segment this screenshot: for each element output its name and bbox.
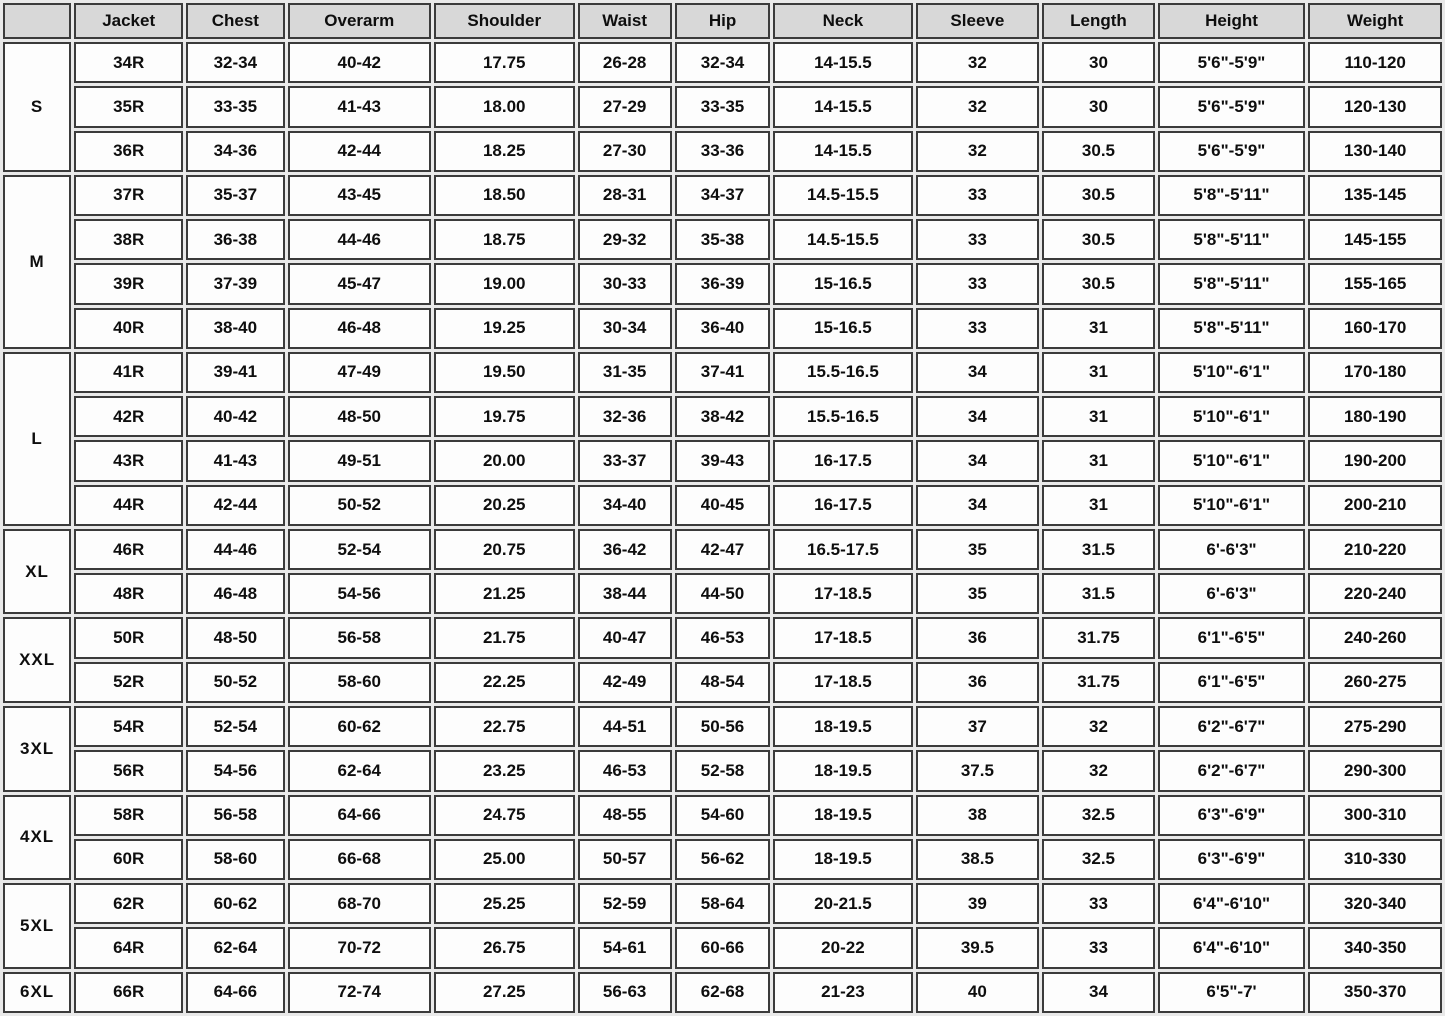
table-cell: 32: [1042, 750, 1154, 791]
table-cell: 5'10"-6'1": [1158, 396, 1306, 437]
table-cell: 25.00: [434, 839, 575, 880]
table-cell: 5'8"-5'11": [1158, 308, 1306, 349]
table-cell: 39R: [74, 263, 183, 304]
table-cell: 21.25: [434, 573, 575, 614]
table-cell: 320-340: [1308, 883, 1442, 924]
table-row: [3, 175, 1442, 216]
table-cell: 5'6"-5'9": [1158, 42, 1306, 83]
table-row: [3, 617, 1442, 658]
table-cell: 6'-6'3": [1158, 529, 1306, 570]
table-cell: 340-350: [1308, 927, 1442, 968]
table-cell: 28-31: [578, 175, 672, 216]
table-cell: 46R: [74, 529, 183, 570]
table-cell: 21-23: [773, 972, 912, 1013]
table-cell: 52-59: [578, 883, 672, 924]
table-cell: 32: [916, 131, 1040, 172]
table-cell: 54R: [74, 706, 183, 747]
table-cell: 20.00: [434, 440, 575, 481]
table-cell: 39.5: [916, 927, 1040, 968]
table-cell: 19.50: [434, 352, 575, 393]
table-cell: 60R: [74, 839, 183, 880]
table-cell: 275-290: [1308, 706, 1442, 747]
table-cell: 48R: [74, 573, 183, 614]
table-cell: 36-39: [675, 263, 771, 304]
table-cell: 20.75: [434, 529, 575, 570]
table-row: [3, 219, 1442, 260]
table-row: [3, 440, 1442, 481]
table-cell: 260-275: [1308, 662, 1442, 703]
table-cell: 290-300: [1308, 750, 1442, 791]
table-cell: 30-34: [578, 308, 672, 349]
size-group-cell-6xl: 6XL: [3, 972, 71, 1013]
table-cell: 36: [916, 617, 1040, 658]
table-cell: 25.25: [434, 883, 575, 924]
table-cell: 48-50: [186, 617, 284, 658]
header-row: [3, 3, 1442, 39]
table-cell: 27-29: [578, 86, 672, 127]
column-header-length: Length: [1042, 3, 1154, 39]
table-cell: 30.5: [1042, 175, 1154, 216]
table-cell: 34-37: [675, 175, 771, 216]
table-cell: 62-64: [288, 750, 431, 791]
table-cell: 5'6"-5'9": [1158, 131, 1306, 172]
table-cell: 18-19.5: [773, 706, 912, 747]
table-cell: 6'1"-6'5": [1158, 662, 1306, 703]
table-cell: 31.75: [1042, 662, 1154, 703]
table-cell: 15.5-16.5: [773, 396, 912, 437]
table-cell: 6'4"-6'10": [1158, 927, 1306, 968]
table-cell: 6'5"-7': [1158, 972, 1306, 1013]
table-row: [3, 839, 1442, 880]
table-cell: 58-60: [186, 839, 284, 880]
table-cell: 34: [916, 485, 1040, 526]
table-cell: 50-52: [288, 485, 431, 526]
table-row: [3, 529, 1442, 570]
table-cell: 18.75: [434, 219, 575, 260]
table-cell: 24.75: [434, 795, 575, 836]
table-cell: 36R: [74, 131, 183, 172]
table-cell: 17-18.5: [773, 617, 912, 658]
table-cell: 27.25: [434, 972, 575, 1013]
table-cell: 14.5-15.5: [773, 175, 912, 216]
table-cell: 26.75: [434, 927, 575, 968]
table-cell: 46-53: [578, 750, 672, 791]
table-cell: 19.00: [434, 263, 575, 304]
table-body: [3, 42, 1442, 1013]
column-header-jacket: Jacket: [74, 3, 183, 39]
table-cell: 18.00: [434, 86, 575, 127]
table-cell: 35: [916, 573, 1040, 614]
table-cell: 39-43: [675, 440, 771, 481]
table-cell: 42-44: [186, 485, 284, 526]
table-row: [3, 396, 1442, 437]
table-cell: 52-58: [675, 750, 771, 791]
table-cell: 34-36: [186, 131, 284, 172]
table-cell: 31: [1042, 308, 1154, 349]
table-cell: 30-33: [578, 263, 672, 304]
table-cell: 35: [916, 529, 1040, 570]
table-row: [3, 42, 1442, 83]
table-cell: 36: [916, 662, 1040, 703]
table-cell: 210-220: [1308, 529, 1442, 570]
table-cell: 58R: [74, 795, 183, 836]
table-cell: 34R: [74, 42, 183, 83]
table-cell: 32.5: [1042, 795, 1154, 836]
size-group-cell-xl: XL: [3, 529, 71, 615]
table-cell: 44R: [74, 485, 183, 526]
table-cell: 50-57: [578, 839, 672, 880]
table-cell: 48-55: [578, 795, 672, 836]
table-cell: 38-42: [675, 396, 771, 437]
table-cell: 6'2"-6'7": [1158, 750, 1306, 791]
table-cell: 49-51: [288, 440, 431, 481]
table-cell: 56-58: [186, 795, 284, 836]
table-cell: 145-155: [1308, 219, 1442, 260]
size-group-cell-3xl: 3XL: [3, 706, 71, 792]
table-row: [3, 972, 1442, 1013]
table-cell: 33: [916, 263, 1040, 304]
table-cell: 31: [1042, 440, 1154, 481]
table-cell: 32-34: [675, 42, 771, 83]
table-cell: 16-17.5: [773, 485, 912, 526]
table-cell: 52-54: [288, 529, 431, 570]
table-cell: 32-34: [186, 42, 284, 83]
table-cell: 200-210: [1308, 485, 1442, 526]
table-cell: 41-43: [186, 440, 284, 481]
table-cell: 33: [916, 308, 1040, 349]
table-cell: 37-39: [186, 263, 284, 304]
table-cell: 19.25: [434, 308, 575, 349]
table-cell: 38R: [74, 219, 183, 260]
table-cell: 44-51: [578, 706, 672, 747]
table-cell: 130-140: [1308, 131, 1442, 172]
table-cell: 5'8"-5'11": [1158, 175, 1306, 216]
table-cell: 60-62: [288, 706, 431, 747]
table-cell: 27-30: [578, 131, 672, 172]
table-cell: 31: [1042, 485, 1154, 526]
table-cell: 17-18.5: [773, 573, 912, 614]
table-cell: 50-56: [675, 706, 771, 747]
table-row: [3, 86, 1442, 127]
column-header-neck: Neck: [773, 3, 912, 39]
table-cell: 33-35: [675, 86, 771, 127]
table-cell: 52-54: [186, 706, 284, 747]
table-cell: 15-16.5: [773, 308, 912, 349]
table-cell: 39-41: [186, 352, 284, 393]
table-cell: 60-66: [675, 927, 771, 968]
table-row: [3, 573, 1442, 614]
table-cell: 300-310: [1308, 795, 1442, 836]
table-cell: 66R: [74, 972, 183, 1013]
column-header-weight: Weight: [1308, 3, 1442, 39]
table-cell: 72-74: [288, 972, 431, 1013]
column-header-height: Height: [1158, 3, 1306, 39]
table-cell: 20-22: [773, 927, 912, 968]
table-cell: 34: [916, 352, 1040, 393]
table-cell: 44-46: [288, 219, 431, 260]
table-cell: 17.75: [434, 42, 575, 83]
table-cell: 62-68: [675, 972, 771, 1013]
table-cell: 46-48: [288, 308, 431, 349]
table-cell: 31.75: [1042, 617, 1154, 658]
table-cell: 15.5-16.5: [773, 352, 912, 393]
table-cell: 14-15.5: [773, 131, 912, 172]
table-cell: 38: [916, 795, 1040, 836]
table-cell: 18.50: [434, 175, 575, 216]
table-cell: 62R: [74, 883, 183, 924]
table-cell: 5'10"-6'1": [1158, 352, 1306, 393]
table-cell: 33: [916, 175, 1040, 216]
table-cell: 33-37: [578, 440, 672, 481]
table-cell: 135-145: [1308, 175, 1442, 216]
table-cell: 44-50: [675, 573, 771, 614]
table-cell: 31: [1042, 352, 1154, 393]
table-cell: 40: [916, 972, 1040, 1013]
table-cell: 18-19.5: [773, 750, 912, 791]
table-cell: 5'6"-5'9": [1158, 86, 1306, 127]
table-cell: 14-15.5: [773, 86, 912, 127]
table-cell: 38-40: [186, 308, 284, 349]
table-cell: 180-190: [1308, 396, 1442, 437]
table-cell: 220-240: [1308, 573, 1442, 614]
table-header: [3, 3, 1442, 39]
table-cell: 5'8"-5'11": [1158, 219, 1306, 260]
table-cell: 50R: [74, 617, 183, 658]
size-group-cell-m: M: [3, 175, 71, 349]
table-cell: 22.25: [434, 662, 575, 703]
table-cell: 31.5: [1042, 573, 1154, 614]
table-cell: 42-47: [675, 529, 771, 570]
table-cell: 34: [916, 440, 1040, 481]
table-cell: 350-370: [1308, 972, 1442, 1013]
table-cell: 40-45: [675, 485, 771, 526]
table-cell: 110-120: [1308, 42, 1442, 83]
size-group-cell-xxl: XXL: [3, 617, 71, 703]
table-cell: 6'1"-6'5": [1158, 617, 1306, 658]
table-cell: 43-45: [288, 175, 431, 216]
size-group-cell-s: S: [3, 42, 71, 172]
table-row: [3, 308, 1442, 349]
table-cell: 38.5: [916, 839, 1040, 880]
table-row: [3, 131, 1442, 172]
table-cell: 17-18.5: [773, 662, 912, 703]
table-cell: 42-49: [578, 662, 672, 703]
table-cell: 30.5: [1042, 131, 1154, 172]
table-cell: 170-180: [1308, 352, 1442, 393]
table-cell: 16-17.5: [773, 440, 912, 481]
table-cell: 42-44: [288, 131, 431, 172]
table-row: [3, 927, 1442, 968]
table-cell: 52R: [74, 662, 183, 703]
table-cell: 34-40: [578, 485, 672, 526]
table-row: [3, 883, 1442, 924]
table-cell: 66-68: [288, 839, 431, 880]
table-row: [3, 750, 1442, 791]
table-cell: 32-36: [578, 396, 672, 437]
table-cell: 5'10"-6'1": [1158, 485, 1306, 526]
table-cell: 54-56: [186, 750, 284, 791]
table-cell: 120-130: [1308, 86, 1442, 127]
table-cell: 33: [1042, 927, 1154, 968]
table-cell: 44-46: [186, 529, 284, 570]
table-cell: 64-66: [186, 972, 284, 1013]
table-cell: 5'10"-6'1": [1158, 440, 1306, 481]
table-cell: 68-70: [288, 883, 431, 924]
table-row: [3, 706, 1442, 747]
table-cell: 43R: [74, 440, 183, 481]
table-cell: 31-35: [578, 352, 672, 393]
table-cell: 30: [1042, 86, 1154, 127]
table-cell: 37R: [74, 175, 183, 216]
table-cell: 54-61: [578, 927, 672, 968]
table-cell: 40-47: [578, 617, 672, 658]
table-cell: 18-19.5: [773, 795, 912, 836]
table-cell: 30: [1042, 42, 1154, 83]
table-cell: 37: [916, 706, 1040, 747]
table-cell: 40R: [74, 308, 183, 349]
table-cell: 62-64: [186, 927, 284, 968]
table-cell: 42R: [74, 396, 183, 437]
table-row: [3, 662, 1442, 703]
column-header-sleeve: Sleeve: [916, 3, 1040, 39]
table-cell: 14-15.5: [773, 42, 912, 83]
table-cell: 19.75: [434, 396, 575, 437]
table-cell: 190-200: [1308, 440, 1442, 481]
table-cell: 38-44: [578, 573, 672, 614]
table-cell: 34: [1042, 972, 1154, 1013]
column-header-waist: Waist: [578, 3, 672, 39]
table-cell: 240-260: [1308, 617, 1442, 658]
table-cell: 6'3"-6'9": [1158, 795, 1306, 836]
table-cell: 33-36: [675, 131, 771, 172]
table-cell: 40-42: [288, 42, 431, 83]
table-cell: 56-62: [675, 839, 771, 880]
size-group-cell-5xl: 5XL: [3, 883, 71, 969]
table-cell: 64-66: [288, 795, 431, 836]
table-cell: 45-47: [288, 263, 431, 304]
table-cell: 33: [916, 219, 1040, 260]
table-cell: 5'8"-5'11": [1158, 263, 1306, 304]
table-cell: 18.25: [434, 131, 575, 172]
table-cell: 35R: [74, 86, 183, 127]
table-cell: 56-63: [578, 972, 672, 1013]
table-cell: 20.25: [434, 485, 575, 526]
table-cell: 40-42: [186, 396, 284, 437]
table-cell: 48-54: [675, 662, 771, 703]
table-cell: 6'2"-6'7": [1158, 706, 1306, 747]
table-cell: 6'3"-6'9": [1158, 839, 1306, 880]
table-cell: 50-52: [186, 662, 284, 703]
table-cell: 70-72: [288, 927, 431, 968]
table-cell: 36-38: [186, 219, 284, 260]
table-cell: 37-41: [675, 352, 771, 393]
table-cell: 54-56: [288, 573, 431, 614]
table-cell: 6'-6'3": [1158, 573, 1306, 614]
table-row: [3, 263, 1442, 304]
table-cell: 56-58: [288, 617, 431, 658]
table-cell: 34: [916, 396, 1040, 437]
table-cell: 21.75: [434, 617, 575, 658]
table-cell: 26-28: [578, 42, 672, 83]
table-cell: 155-165: [1308, 263, 1442, 304]
column-header-size-group: [3, 3, 71, 39]
table-cell: 41R: [74, 352, 183, 393]
table-cell: 58-64: [675, 883, 771, 924]
table-cell: 39: [916, 883, 1040, 924]
table-cell: 32: [1042, 706, 1154, 747]
table-cell: 29-32: [578, 219, 672, 260]
table-cell: 20-21.5: [773, 883, 912, 924]
table-cell: 23.25: [434, 750, 575, 791]
table-cell: 37.5: [916, 750, 1040, 791]
table-cell: 31.5: [1042, 529, 1154, 570]
table-cell: 160-170: [1308, 308, 1442, 349]
table-cell: 36-42: [578, 529, 672, 570]
table-cell: 30.5: [1042, 219, 1154, 260]
table-cell: 36-40: [675, 308, 771, 349]
table-cell: 46-48: [186, 573, 284, 614]
table-cell: 6'4"-6'10": [1158, 883, 1306, 924]
column-header-shoulder: Shoulder: [434, 3, 575, 39]
table-cell: 16.5-17.5: [773, 529, 912, 570]
table-cell: 48-50: [288, 396, 431, 437]
table-cell: 58-60: [288, 662, 431, 703]
column-header-overarm: Overarm: [288, 3, 431, 39]
table-cell: 18-19.5: [773, 839, 912, 880]
table-cell: 32.5: [1042, 839, 1154, 880]
table-cell: 32: [916, 42, 1040, 83]
table-cell: 41-43: [288, 86, 431, 127]
table-cell: 54-60: [675, 795, 771, 836]
table-cell: 60-62: [186, 883, 284, 924]
size-group-cell-4xl: 4XL: [3, 795, 71, 881]
table-cell: 33: [1042, 883, 1154, 924]
table-cell: 14.5-15.5: [773, 219, 912, 260]
table-cell: 310-330: [1308, 839, 1442, 880]
column-header-hip: Hip: [675, 3, 771, 39]
table-cell: 33-35: [186, 86, 284, 127]
table-cell: 31: [1042, 396, 1154, 437]
table-cell: 22.75: [434, 706, 575, 747]
table-cell: 32: [916, 86, 1040, 127]
table-cell: 64R: [74, 927, 183, 968]
table-row: [3, 352, 1442, 393]
table-row: [3, 795, 1442, 836]
column-header-chest: Chest: [186, 3, 284, 39]
table-cell: 30.5: [1042, 263, 1154, 304]
table-cell: 56R: [74, 750, 183, 791]
size-group-cell-l: L: [3, 352, 71, 526]
table-cell: 47-49: [288, 352, 431, 393]
table-cell: 35-38: [675, 219, 771, 260]
table-cell: 35-37: [186, 175, 284, 216]
table-row: [3, 485, 1442, 526]
table-cell: 46-53: [675, 617, 771, 658]
table-cell: 15-16.5: [773, 263, 912, 304]
